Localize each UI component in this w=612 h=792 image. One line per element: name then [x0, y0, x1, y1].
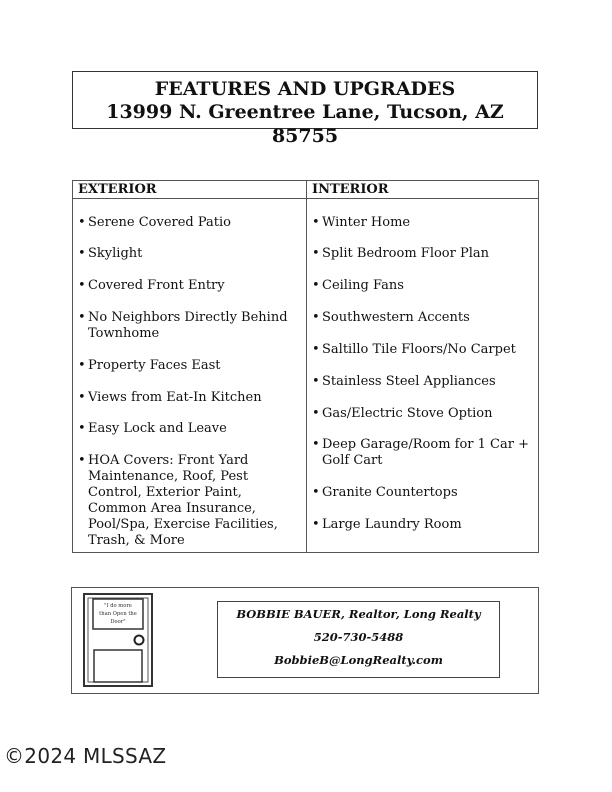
property-address: 13999 N. Greentree Lane, Tucson, AZ 85755 [106, 101, 504, 147]
list-item: • Southwestern Accents [312, 310, 470, 325]
list-item: • Serene Covered Patio [78, 215, 231, 230]
bullet-icon: • [78, 246, 86, 261]
bullet-icon: • [312, 437, 320, 452]
door-icon [82, 592, 154, 688]
bullet-icon: • [312, 406, 320, 421]
bullet-icon: • [312, 374, 320, 389]
bullet-icon: • [312, 215, 320, 230]
list-item: • Ceiling Fans [312, 278, 404, 293]
bullet-icon: • [78, 215, 86, 230]
list-item: • No Neighbors Directly Behind Townhome [78, 310, 288, 341]
list-item: • Covered Front Entry [78, 278, 225, 293]
list-item: • Stainless Steel Appliances [312, 374, 496, 389]
bullet-icon: • [78, 390, 86, 405]
list-item: • Large Laundry Room [312, 517, 462, 532]
contact-section [71, 587, 539, 694]
list-item: • Deep Garage/Room for 1 Car + Golf Cart [312, 437, 529, 468]
interior-heading: INTERIOR [307, 181, 538, 199]
contact-card [217, 601, 500, 678]
bullet-icon: • [312, 485, 320, 500]
bullet-icon: • [312, 517, 320, 532]
bullet-icon: • [312, 278, 320, 293]
exterior-heading: EXTERIOR [73, 181, 306, 199]
features-table [72, 180, 539, 553]
exterior-column [73, 181, 307, 552]
phone-number: 520-730-5488 [313, 630, 404, 644]
title-box [72, 71, 538, 147]
realtor-name: BOBBIE BAUER, Realtor, Long Realty [236, 607, 481, 621]
list-item: • Easy Lock and Leave [78, 421, 227, 436]
bullet-icon: • [312, 342, 320, 357]
email-address: BobbieB@LongRealty.com [274, 653, 443, 667]
page-title: FEATURES AND UPGRADES [154, 78, 456, 100]
bullet-icon: • [78, 421, 86, 436]
list-item: • Views from Eat-In Kitchen [78, 390, 262, 405]
svg-text:"I do more: "I do more [104, 603, 132, 609]
interior-column [307, 181, 538, 552]
list-item: • Split Bedroom Floor Plan [312, 246, 490, 261]
bullet-icon: • [312, 310, 320, 325]
bullet-icon: • [78, 358, 86, 373]
list-item: • Skylight [78, 246, 143, 261]
copyright-watermark: ©2024 MLSSAZ [4, 744, 167, 768]
list-item: • Winter Home [312, 215, 411, 230]
list-item: • Gas/Electric Stove Option [312, 406, 493, 421]
list-item: • Saltillo Tile Floors/No Carpet [312, 342, 516, 357]
list-item: • Property Faces East [78, 358, 221, 373]
svg-text:than Open the: than Open the [99, 611, 137, 617]
svg-text:Door": Door" [110, 619, 126, 625]
list-item: • HOA Covers: Front Yard Maintenance, Roof, Pest Control, Exterior Paint, Common Area Insurance, Pool/Spa, Exercise Facilities, Trash, & More [78, 453, 278, 548]
bullet-icon: • [78, 310, 86, 325]
bullet-icon: • [312, 246, 320, 261]
list-item: • Granite Countertops [312, 485, 458, 500]
bullet-icon: • [78, 278, 86, 293]
bullet-icon: • [78, 453, 86, 468]
